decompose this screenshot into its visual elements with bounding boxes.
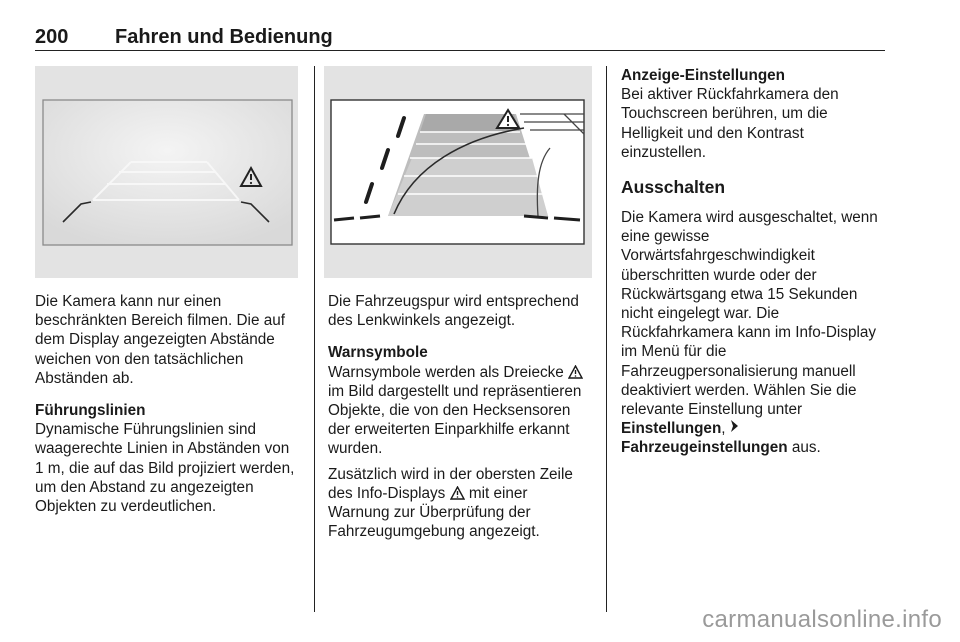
watermark: carmanualsonline.info (702, 606, 942, 633)
page-header (35, 26, 885, 50)
menu-settings-label: Einstellungen (621, 420, 722, 438)
column-divider-left (314, 66, 315, 612)
menu-arrow-icon (730, 420, 739, 432)
right-column (621, 66, 889, 471)
menu-separator: , (721, 420, 726, 438)
switch-off-text: Die Kamera wird ausgeschaltet, wenn eine gewisse Vorwärtsfahrgeschwindigkeit überschritten wurde oder der Rückwärtsgang etwa 15 Sekunden nicht eingelegt war. Die Rückfahrkamera kann im Info-Display im Menü für die Fahrzeugpersonalisierung manuell deaktiviert werden. Wählen Sie die relevante Einstellung unter (621, 209, 878, 419)
header-rule (35, 50, 885, 51)
column-divider-right (606, 66, 607, 612)
switch-off-paragraph (621, 208, 889, 458)
guidelines-paragraph: Dynamische Führungslinien sind waagerechte Linien in Abständen von 1 m, die auf das Bild projiziert werden, um den Abstand zu angezeigten Objekten zu verdeutlichen. (35, 421, 295, 516)
guidelines-section (35, 401, 299, 516)
guidelines-heading: Führungslinien (35, 402, 146, 420)
camera-view-lane-illustration (324, 66, 592, 278)
display-settings-section (621, 66, 889, 162)
warning-paragraph-start: Warnsymbole werden als Dreiecke (328, 363, 564, 381)
switch-off-text-end: aus. (791, 439, 821, 457)
info-display-paragraph (328, 465, 592, 542)
info-display-text-end: mit einer Warnung zur Überprüfung der Fahrzeugumgebung angezeigt. (328, 484, 540, 541)
display-settings-paragraph: Bei aktiver Rückfahrkamera den Touchscreen berühren, um die Helligkeit und den Kontrast einzustellen. (621, 86, 839, 161)
warning-triangle-icon (568, 365, 583, 379)
display-settings-heading: Anzeige-Einstellungen (621, 67, 786, 84)
camera-view-lane-figure (324, 66, 592, 278)
lane-paragraph: Die Fahrzeugspur wird entsprechend des Lenkwinkels angezeigt. (328, 293, 579, 330)
warning-symbols-section (328, 343, 592, 458)
menu-vehicle-settings-label: Fahrzeugeinstellungen (621, 439, 788, 457)
intro-paragraph: Die Kamera kann nur einen beschränkten Bereich filmen. Die auf dem Display angezeigten Abstände weichen von den tatsächlichen Abständen ab. (35, 293, 285, 387)
chapter-title: Fahren und Bedienung (115, 26, 333, 48)
switch-off-heading: Ausschalten (621, 177, 726, 198)
page-number: 200 (35, 26, 69, 48)
camera-view-guidelines-illustration (35, 66, 298, 278)
left-column (35, 292, 299, 529)
camera-view-guidelines-figure (35, 66, 298, 278)
warning-triangle-icon (450, 486, 465, 500)
middle-column (328, 292, 592, 554)
warning-paragraph-end: im Bild dargestellt und repräsentieren Objekte, die von den Hecksensoren der erweiterten Einparkhilfe erkannt wurden. (328, 382, 582, 458)
warning-symbols-heading: Warnsymbole (328, 344, 428, 362)
info-display-text-start: Zusätzlich wird in der obersten Zeile des Info-Displays (328, 465, 573, 502)
